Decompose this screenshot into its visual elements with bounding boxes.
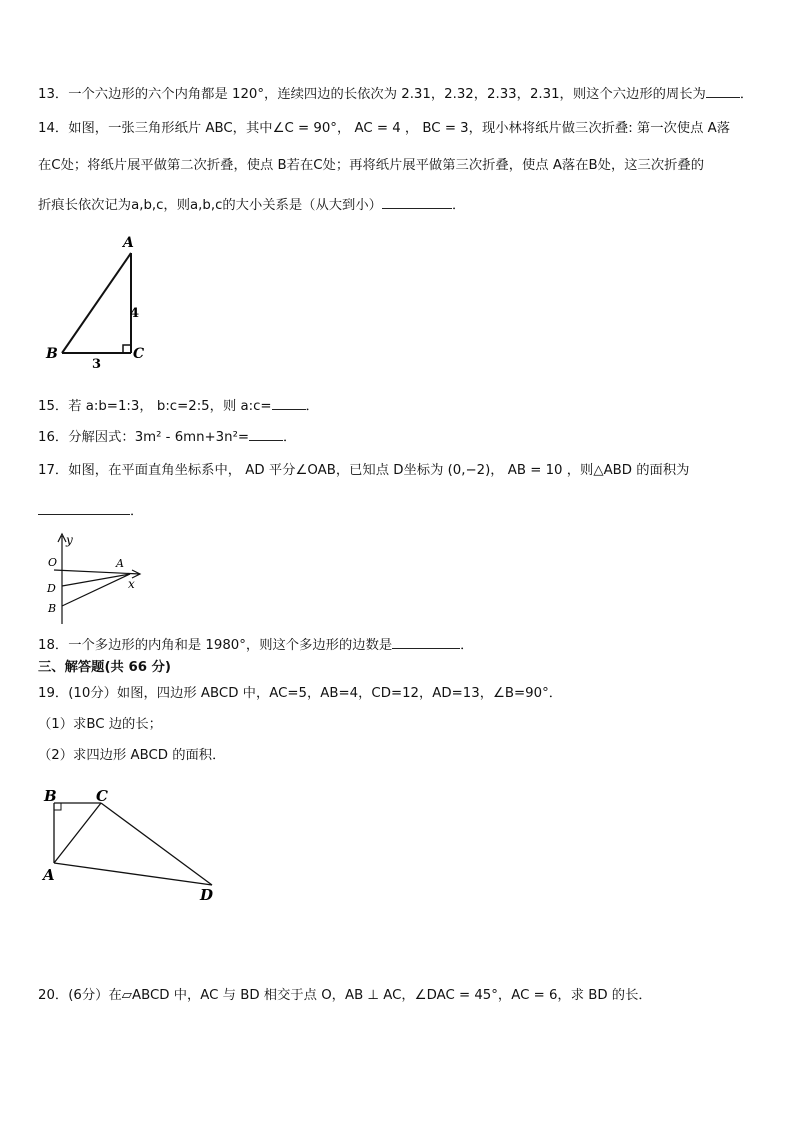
question-17-line-2 [38,500,143,521]
question-14-line-3 [38,194,465,215]
question-15-text: 15．若 a:b=1:3， b:c=2:5，则 a:c= [38,399,272,414]
label-y: y [66,533,73,547]
label-a: A [123,235,134,251]
label-d: D [200,886,214,904]
question-19-part-2: （2）求四边形 ABCD 的面积． [38,748,226,763]
diagonal-ac [54,803,101,863]
triangle-abc-figure [40,232,160,372]
section-heading: 三、解答题(共 66 分) [38,660,171,675]
question-17-end: ． [130,504,144,519]
right-angle-mark [123,345,131,353]
answer-blank-15[interactable] [272,395,306,410]
side-ad [54,863,212,885]
side-ab [62,253,131,353]
question-16-text: 16．分解因式：3m² - 6mn+3n²= [38,430,250,445]
label-d: D [47,582,56,595]
answer-blank-14[interactable] [382,194,452,209]
question-20: 20．(6分）在▱ABCD 中，AC 与 BD 相交于点 O，AB ⊥ AC，∠DAC = 45°，AC = 6，求 BD 的长． [38,988,652,1003]
label-c: C [133,346,145,362]
label-a: A [43,866,55,884]
question-17-line-1: 17．如图，在平面直角坐标系中， AD 平分∠OAB，已知点 D坐标为 (0,−2)， AB = 10 ，则△ABD 的面积为 [38,463,690,478]
label-b: B [44,787,57,805]
question-18 [38,634,473,655]
segment-ab [62,574,130,606]
label-a: A [116,557,124,570]
question-18-text: 18．一个多边形的内角和是 1980°，则这个多边形的边数是 [38,638,393,653]
question-13-end: ． [739,87,754,102]
question-13-text: 13．一个六边形的六个内角都是 120°，连续四边的长依次为 2.31，2.32，2.33，2.31，则这个六边形的周长为 [38,87,706,102]
answer-blank-13[interactable] [706,83,740,98]
quadrilateral-abcd-figure [38,784,228,909]
question-19-part-1: （1）求BC 边的长； [38,717,162,732]
question-14-line-3-text: 折痕长依次记为a,b,c，则a,b,c的大小关系是（从大到小） [38,198,382,213]
answer-blank-17[interactable] [38,500,130,515]
label-b: B [48,602,57,615]
coordinate-figure [40,528,160,628]
label-side-4: 4 [130,306,140,321]
question-13 [38,83,753,104]
label-x: x [128,577,135,591]
answer-blank-16[interactable] [249,426,283,441]
label-c: C [96,787,108,805]
question-19-line-1: 19．(10分）如图，四边形 ABCD 中，AC=5，AB=4，CD=12，AD=13，∠B=90°． [38,686,563,701]
question-15 [38,395,319,416]
side-cd [101,803,212,885]
x-axis [54,570,140,574]
answer-blank-18[interactable] [392,634,460,649]
label-b: B [46,346,58,362]
label-o: O [48,556,58,569]
question-14-line-2: 在C处；将纸片展平做第二次折叠，使点 B若在C处；再将纸片展平做第三次折叠，使点 A落在B处，这三次折叠的 [38,158,705,173]
segment-ad [62,574,130,586]
question-14-line-1: 14．如图，一张三角形纸片 ABC，其中∠C = 90°， AC = 4 ， BC = 3，现小林将纸片做三次折叠: 第一次使点 A落 [38,121,731,136]
question-16-end: ． [283,430,297,445]
question-18-end: ． [460,638,474,653]
question-16 [38,426,296,447]
label-side-3: 3 [92,357,102,372]
question-15-end: ． [305,399,319,414]
question-14-end: ． [451,198,466,213]
